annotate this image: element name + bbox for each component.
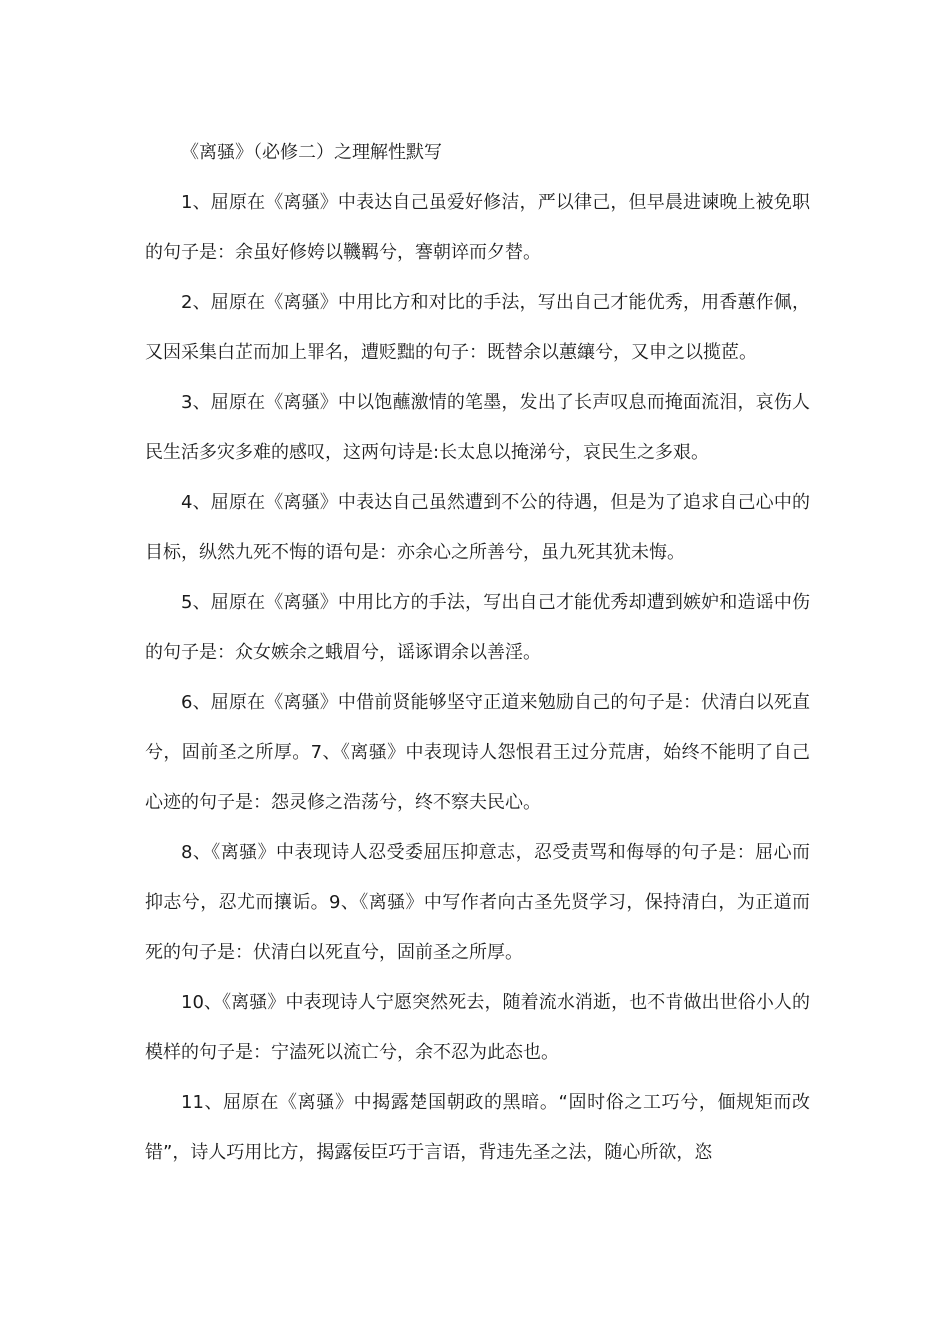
- document-title: 《离骚》（必修二）之理解性默写: [181, 142, 442, 163]
- paragraph-6: 6、屈原在《离骚》中借前贤能够坚守正道来勉励自己的句子是：伏清白以死直兮，固前圣之所厚。7、《离骚》中表现诗人怨恨君王过分荒唐，始终不能明了自己心迹的句子是：怨灵修之浩荡兮，终不察夫民心。: [145, 692, 810, 813]
- paragraph-5: 5、屈原在《离骚》中用比方的手法，写出自己才能优秀却遭到嫉妒和造谣中伤的句子是：众女嫉余之蛾眉兮，谣诼谓余以善淫。: [145, 592, 810, 663]
- paragraph-1: 1、屈原在《离骚》中表达自己虽爱好修洁，严以律己，但早晨进谏晚上被免职的句子是：余虽好修姱以鞿羁兮，謇朝谇而夕替。: [145, 192, 810, 263]
- paragraph-2: 2、屈原在《离骚》中用比方和对比的手法，写出自己才能优秀，用香蕙作佩，又因采集白芷而加上罪名，遭贬黜的句子：既替余以蕙纕兮，又申之以揽茝。: [145, 292, 810, 363]
- paragraph-4: 4、屈原在《离骚》中表达自己虽然遭到不公的待遇，但是为了追求自己心中的目标，纵然九死不悔的语句是：亦余心之所善兮，虽九死其犹未悔。: [145, 492, 810, 563]
- paragraph-3: 3、屈原在《离骚》中以饱蘸激情的笔墨，发出了长声叹息而掩面流泪，哀伤人民生活多灾多难的感叹，这两句诗是:长太息以掩涕兮，哀民生之多艰。: [145, 392, 810, 463]
- paragraph-9: 11、屈原在《离骚》中揭露楚国朝政的黑暗。“固时俗之工巧兮，偭规矩而改错”，诗人巧用比方，揭露佞臣巧于言语，背违先圣之法，随心所欲，恣: [145, 1092, 810, 1163]
- paragraph-7: 8、《离骚》中表现诗人忍受委屈压抑意志，忍受责骂和侮辱的句子是：屈心而抑志兮，忍尤而攘诟。9、《离骚》中写作者向古圣先贤学习，保持清白，为正道而死的句子是：伏清白以死直兮，固前圣之所厚。: [145, 842, 810, 963]
- paragraph-8: 10、《离骚》中表现诗人宁愿突然死去，随着流水消逝，也不肯做出世俗小人的模样的句子是：宁溘死以流亡兮，余不忍为此态也。: [145, 992, 810, 1063]
- document-body: [145, 128, 810, 1178]
